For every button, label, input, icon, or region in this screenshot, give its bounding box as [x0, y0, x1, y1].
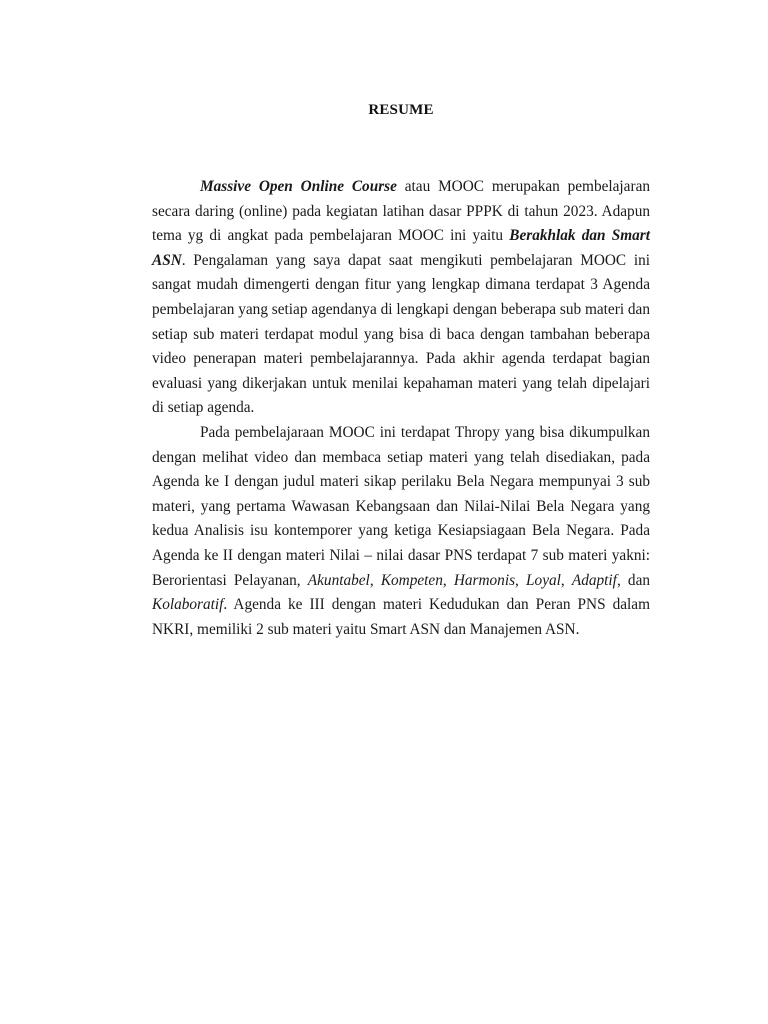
paragraph-2-segment: , — [369, 571, 381, 589]
paragraph-2-segment: Harmonis — [453, 571, 516, 589]
paragraph-2-segment: Kolaboratif — [152, 596, 224, 614]
paragraph-2-segment: Kompeten — [380, 571, 443, 589]
paragraph-2-segment: Loyal — [526, 571, 561, 589]
paragraph-2-segment: Adaptif — [571, 571, 617, 589]
document-title: RESUME — [368, 102, 434, 118]
paragraph-2-segment: . Agenda ke III dengan materi Kedudukan dan Peran PNS dalam NKRI, memiliki 2 sub materi yaitu Smart ASN dan Manajemen ASN. — [152, 596, 650, 638]
paragraph-2-segment: , — [442, 571, 454, 589]
paragraph-2 — [152, 421, 650, 642]
paragraph-2-segment: , dan — [616, 571, 651, 589]
paragraph-1-segment: Berakhlak dan Smart ASN — [152, 227, 650, 269]
paragraph-1-segment: Massive Open Online Course — [200, 178, 397, 195]
paragraph-1-segment: . Pengalaman yang saya dapat saat mengikuti pembelajaran MOOC ini sangat mudah dimengerti dengan fitur yang lengkap dimana terdapat 3 Agenda pembelajaran yang setiap agendanya di lengkapi dengan beberapa sub materi dan setiap sub materi terdapat modul yang bisa di baca dengan tambahan beberapa video penerapan materi pembelajarannya. Pada akhir agenda terdapat bagian evaluasi yang dikerjakan untuk menilai kepahaman materi yang telah dipelajari di setiap agenda. — [152, 251, 650, 417]
paragraph-2-segment: , — [560, 571, 572, 589]
paragraph-2-segment: Akuntabel — [307, 571, 370, 589]
paragraph-1 — [152, 175, 650, 421]
paragraph-2-segment: , — [515, 571, 527, 589]
document-body — [152, 175, 650, 642]
paragraph-2-segment: Pada pembelajaraan MOOC ini terdapat Thropy yang bisa dikumpulkan dengan melihat video dan membaca setiap materi yang telah disediakan, pada Agenda ke I dengan judul materi sikap perilaku Bela Negara mempunyai 3 sub materi, yang pertama Wawasan Kebangsaan dan Nilai-Nilai Bela Negara yang kedua Analisis isu kontemporer yang ketiga Kesiapsiagaan Bela Negara. Pada Agenda ke II dengan materi Nilai – nilai dasar PNS terdapat 7 sub materi yakni: Berorientasi Pelayanan, — [152, 423, 650, 589]
paragraph-1-segment: atau MOOC merupakan pembelajaran secara daring (online) pada kegiatan latihan dasar PPPK di tahun 2023. Adapun tema yg di angkat pada pembelajaran MOOC ini yaitu — [152, 178, 651, 245]
